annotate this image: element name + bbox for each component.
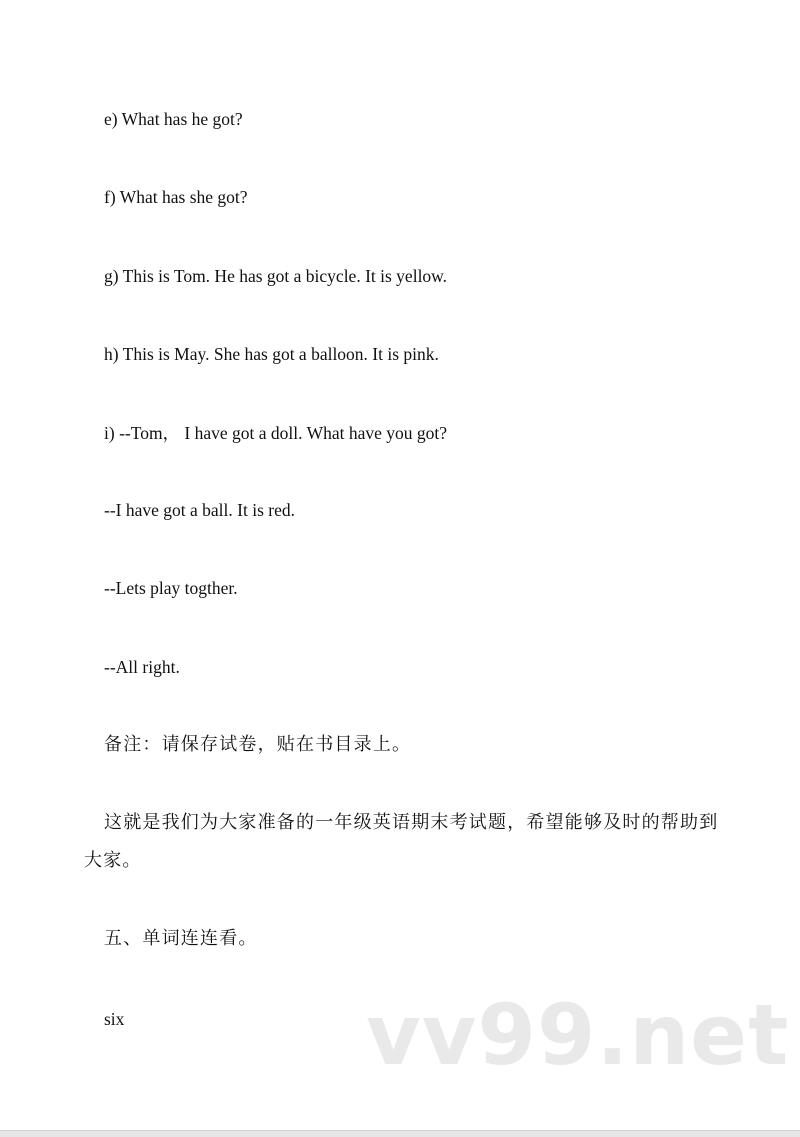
dialogue-line-2: --Lets play togther. bbox=[104, 578, 238, 598]
closing-paragraph-line-2: 大家。 bbox=[84, 850, 142, 871]
note-line: 备注：请保存试卷，贴在书目录上。 bbox=[104, 734, 412, 755]
dialogue-line-3: --All right. bbox=[104, 657, 180, 677]
question-h: h) This is May. She has got a balloon. It is pink. bbox=[104, 344, 439, 364]
question-f: f) What has she got? bbox=[104, 187, 248, 207]
word-six: six bbox=[104, 1009, 125, 1029]
question-i: i) --Tom， I have got a doll. What have you got? bbox=[104, 423, 448, 443]
closing-paragraph-line-1: 这就是我们为大家准备的一年级英语期末考试题，希望能够及时的帮助到 bbox=[104, 812, 719, 833]
section-five-heading: 五、单词连连看。 bbox=[104, 928, 258, 949]
question-e: e) What has he got? bbox=[104, 109, 243, 129]
dialogue-line-1: --I have got a ball. It is red. bbox=[104, 500, 295, 520]
question-g: g) This is Tom. He has got a bicycle. It is yellow. bbox=[104, 266, 448, 286]
page-bottom-edge bbox=[0, 1130, 800, 1137]
watermark: vv99.net bbox=[366, 986, 790, 1084]
